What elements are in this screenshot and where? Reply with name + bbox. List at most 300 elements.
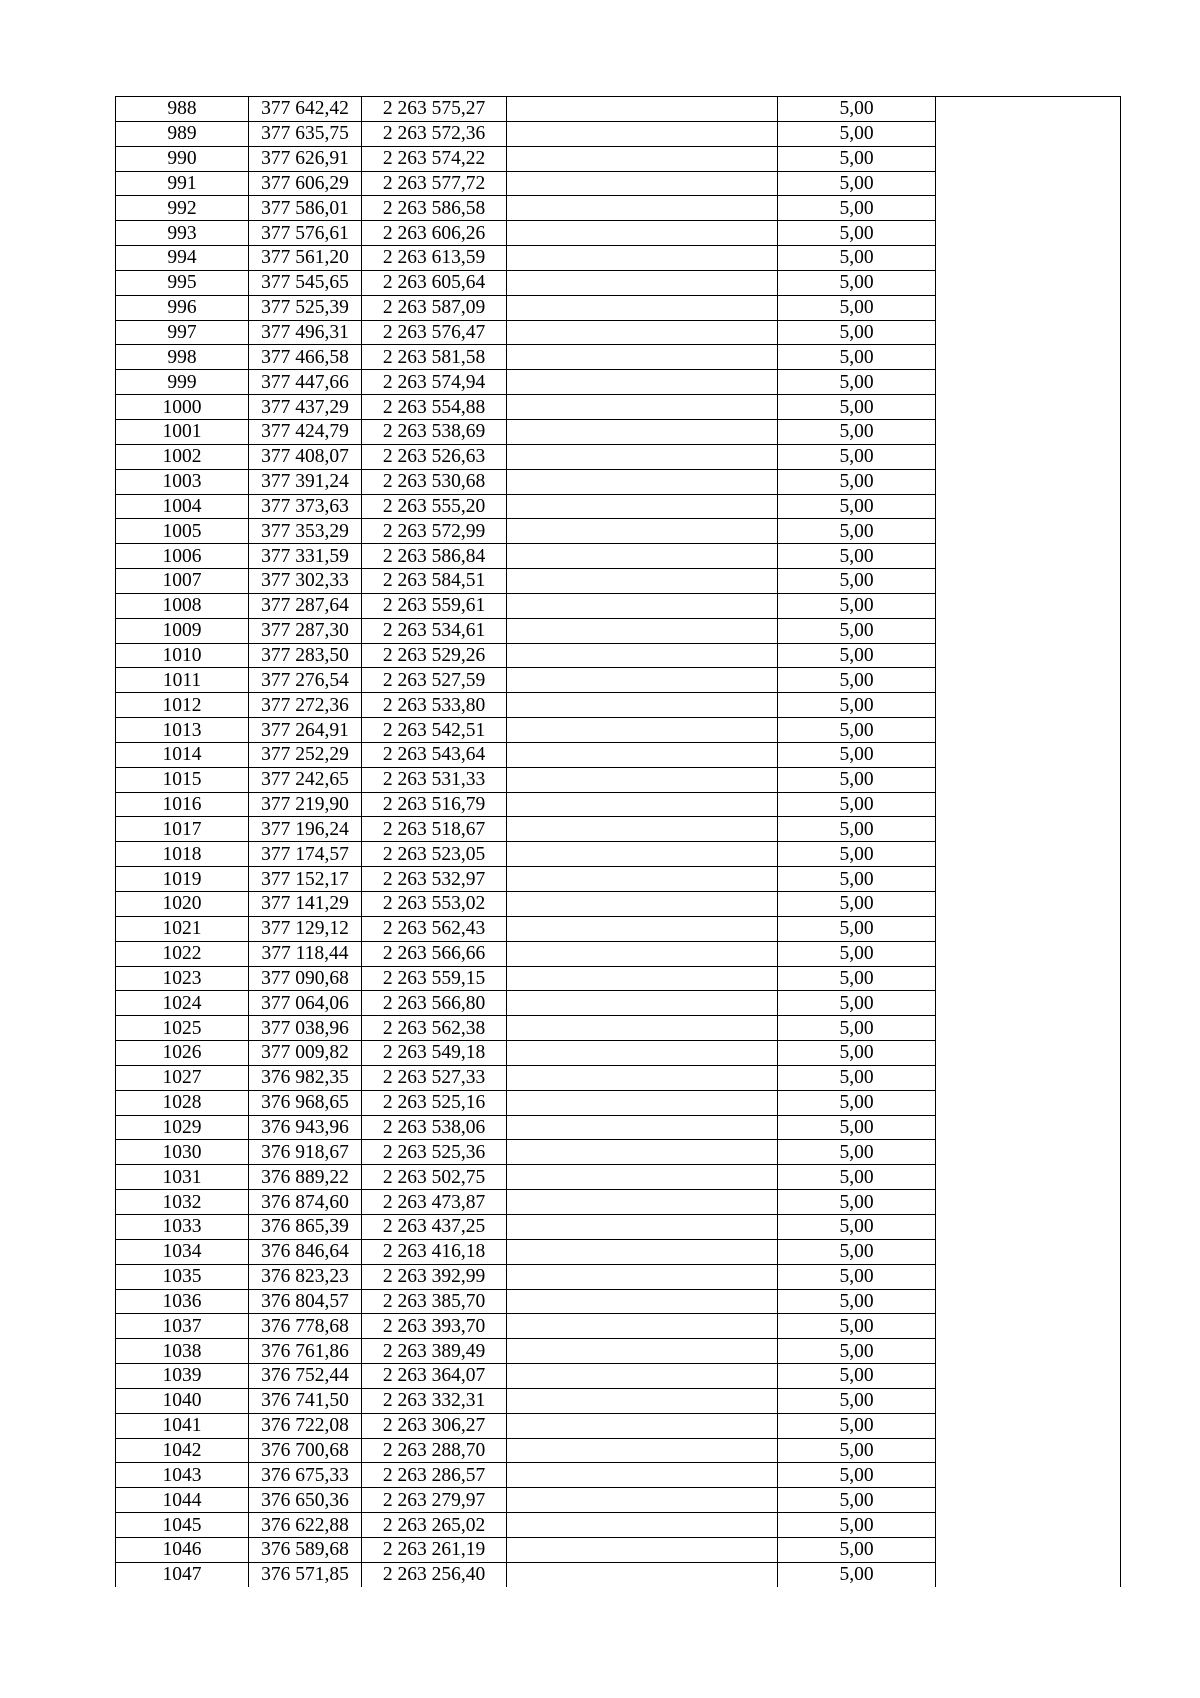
y-coordinate-cell: 2 263 562,43: [362, 916, 507, 941]
x-coordinate-cell: 377 642,42: [249, 97, 362, 122]
point-number-cell: 992: [116, 196, 249, 221]
accuracy-cell: 5,00: [778, 345, 936, 370]
point-number-cell: 1014: [116, 742, 249, 767]
table-row: [116, 1438, 1121, 1463]
point-number-cell: 1041: [116, 1413, 249, 1438]
accuracy-cell: 5,00: [778, 1264, 936, 1289]
accuracy-cell: 5,00: [778, 444, 936, 469]
x-coordinate-cell: 377 525,39: [249, 295, 362, 320]
blank-cell: [507, 345, 778, 370]
empty-column-cell: [936, 469, 1121, 494]
empty-column-cell: [936, 1016, 1121, 1041]
accuracy-cell: 5,00: [778, 892, 936, 917]
table-row: [116, 1090, 1121, 1115]
table-row: [116, 395, 1121, 420]
table-row: [116, 469, 1121, 494]
y-coordinate-cell: 2 263 437,25: [362, 1214, 507, 1239]
empty-column-cell: [936, 544, 1121, 569]
y-coordinate-cell: 2 263 538,06: [362, 1115, 507, 1140]
empty-column-cell: [936, 892, 1121, 917]
blank-cell: [507, 1190, 778, 1215]
table-row: [116, 295, 1121, 320]
table-row: [116, 519, 1121, 544]
empty-column-cell: [936, 817, 1121, 842]
x-coordinate-cell: 377 276,54: [249, 668, 362, 693]
y-coordinate-cell: 2 263 559,61: [362, 593, 507, 618]
y-coordinate-cell: 2 263 553,02: [362, 892, 507, 917]
point-number-cell: 1046: [116, 1537, 249, 1562]
x-coordinate-cell: 376 589,68: [249, 1537, 362, 1562]
point-number-cell: 1037: [116, 1314, 249, 1339]
accuracy-cell: 5,00: [778, 792, 936, 817]
point-number-cell: 1010: [116, 643, 249, 668]
empty-column-cell: [936, 97, 1121, 122]
empty-column-cell: [936, 395, 1121, 420]
empty-column-cell: [936, 444, 1121, 469]
accuracy-cell: 5,00: [778, 693, 936, 718]
x-coordinate-cell: 376 675,33: [249, 1463, 362, 1488]
table-row: [116, 742, 1121, 767]
point-number-cell: 993: [116, 221, 249, 246]
x-coordinate-cell: 377 141,29: [249, 892, 362, 917]
accuracy-cell: 5,00: [778, 146, 936, 171]
empty-column-cell: [936, 1562, 1121, 1586]
point-number-cell: 1047: [116, 1562, 249, 1586]
point-number-cell: 990: [116, 146, 249, 171]
point-number-cell: 1016: [116, 792, 249, 817]
x-coordinate-cell: 376 722,08: [249, 1413, 362, 1438]
y-coordinate-cell: 2 263 586,84: [362, 544, 507, 569]
x-coordinate-cell: 377 606,29: [249, 171, 362, 196]
point-number-cell: 1045: [116, 1513, 249, 1538]
y-coordinate-cell: 2 263 389,49: [362, 1339, 507, 1364]
accuracy-cell: 5,00: [778, 395, 936, 420]
y-coordinate-cell: 2 263 332,31: [362, 1388, 507, 1413]
table-row: [116, 643, 1121, 668]
blank-cell: [507, 196, 778, 221]
blank-cell: [507, 718, 778, 743]
blank-cell: [507, 593, 778, 618]
x-coordinate-cell: 376 778,68: [249, 1314, 362, 1339]
blank-cell: [507, 742, 778, 767]
blank-cell: [507, 1016, 778, 1041]
accuracy-cell: 5,00: [778, 867, 936, 892]
accuracy-cell: 5,00: [778, 767, 936, 792]
blank-cell: [507, 1041, 778, 1066]
empty-column-cell: [936, 494, 1121, 519]
empty-column-cell: [936, 1537, 1121, 1562]
empty-column-cell: [936, 916, 1121, 941]
x-coordinate-cell: 377 118,44: [249, 941, 362, 966]
x-coordinate-cell: 377 038,96: [249, 1016, 362, 1041]
blank-cell: [507, 1364, 778, 1389]
y-coordinate-cell: 2 263 531,33: [362, 767, 507, 792]
x-coordinate-cell: 376 622,88: [249, 1513, 362, 1538]
accuracy-cell: 5,00: [778, 196, 936, 221]
point-number-cell: 1028: [116, 1090, 249, 1115]
table-row: [116, 718, 1121, 743]
table-row: [116, 370, 1121, 395]
accuracy-cell: 5,00: [778, 1165, 936, 1190]
blank-cell: [507, 693, 778, 718]
y-coordinate-cell: 2 263 286,57: [362, 1463, 507, 1488]
point-number-cell: 1044: [116, 1488, 249, 1513]
empty-column-cell: [936, 1438, 1121, 1463]
empty-column-cell: [936, 370, 1121, 395]
empty-column-cell: [936, 1339, 1121, 1364]
point-number-cell: 991: [116, 171, 249, 196]
accuracy-cell: 5,00: [778, 1090, 936, 1115]
x-coordinate-cell: 377 545,65: [249, 270, 362, 295]
point-number-cell: 1027: [116, 1065, 249, 1090]
point-number-cell: 1005: [116, 519, 249, 544]
point-number-cell: 989: [116, 121, 249, 146]
empty-column-cell: [936, 1115, 1121, 1140]
table-body: [116, 97, 1121, 1587]
blank-cell: [507, 246, 778, 271]
point-number-cell: 1034: [116, 1239, 249, 1264]
x-coordinate-cell: 377 331,59: [249, 544, 362, 569]
y-coordinate-cell: 2 263 587,09: [362, 295, 507, 320]
table-row: [116, 1463, 1121, 1488]
x-coordinate-cell: 377 219,90: [249, 792, 362, 817]
accuracy-cell: 5,00: [778, 1190, 936, 1215]
blank-cell: [507, 1513, 778, 1538]
empty-column-cell: [936, 668, 1121, 693]
accuracy-cell: 5,00: [778, 246, 936, 271]
table-row: [116, 345, 1121, 370]
point-number-cell: 1001: [116, 419, 249, 444]
y-coordinate-cell: 2 263 533,80: [362, 693, 507, 718]
point-number-cell: 1009: [116, 618, 249, 643]
accuracy-cell: 5,00: [778, 1041, 936, 1066]
blank-cell: [507, 1438, 778, 1463]
y-coordinate-cell: 2 263 527,33: [362, 1065, 507, 1090]
y-coordinate-cell: 2 263 576,47: [362, 320, 507, 345]
accuracy-cell: 5,00: [778, 171, 936, 196]
blank-cell: [507, 494, 778, 519]
empty-column-cell: [936, 1314, 1121, 1339]
empty-column-cell: [936, 295, 1121, 320]
x-coordinate-cell: 376 650,36: [249, 1488, 362, 1513]
blank-cell: [507, 668, 778, 693]
table-row: [116, 1413, 1121, 1438]
empty-column-cell: [936, 1289, 1121, 1314]
x-coordinate-cell: 377 353,29: [249, 519, 362, 544]
empty-column-cell: [936, 519, 1121, 544]
y-coordinate-cell: 2 263 288,70: [362, 1438, 507, 1463]
point-number-cell: 1017: [116, 817, 249, 842]
empty-column-cell: [936, 1090, 1121, 1115]
accuracy-cell: 5,00: [778, 1339, 936, 1364]
empty-column-cell: [936, 1190, 1121, 1215]
x-coordinate-cell: 377 496,31: [249, 320, 362, 345]
point-number-cell: 1032: [116, 1190, 249, 1215]
empty-column-cell: [936, 966, 1121, 991]
accuracy-cell: 5,00: [778, 1115, 936, 1140]
x-coordinate-cell: 377 152,17: [249, 867, 362, 892]
table-row: [116, 1488, 1121, 1513]
table-row: [116, 1190, 1121, 1215]
accuracy-cell: 5,00: [778, 97, 936, 122]
x-coordinate-cell: 377 064,06: [249, 991, 362, 1016]
accuracy-cell: 5,00: [778, 1463, 936, 1488]
x-coordinate-cell: 377 391,24: [249, 469, 362, 494]
y-coordinate-cell: 2 263 306,27: [362, 1413, 507, 1438]
coordinates-table: [115, 96, 1121, 1587]
table-row: [116, 668, 1121, 693]
table-row: [116, 867, 1121, 892]
empty-column-cell: [936, 1214, 1121, 1239]
y-coordinate-cell: 2 263 542,51: [362, 718, 507, 743]
blank-cell: [507, 1413, 778, 1438]
x-coordinate-cell: 376 889,22: [249, 1165, 362, 1190]
table-row: [116, 842, 1121, 867]
blank-cell: [507, 1289, 778, 1314]
table-row: [116, 1562, 1121, 1586]
table-row: [116, 693, 1121, 718]
table-row: [116, 1339, 1121, 1364]
x-coordinate-cell: 377 287,30: [249, 618, 362, 643]
accuracy-cell: 5,00: [778, 419, 936, 444]
x-coordinate-cell: 376 752,44: [249, 1364, 362, 1389]
accuracy-cell: 5,00: [778, 544, 936, 569]
empty-column-cell: [936, 1165, 1121, 1190]
y-coordinate-cell: 2 263 581,58: [362, 345, 507, 370]
blank-cell: [507, 395, 778, 420]
blank-cell: [507, 1463, 778, 1488]
y-coordinate-cell: 2 263 473,87: [362, 1190, 507, 1215]
y-coordinate-cell: 2 263 256,40: [362, 1562, 507, 1586]
y-coordinate-cell: 2 263 416,18: [362, 1239, 507, 1264]
empty-column-cell: [936, 196, 1121, 221]
x-coordinate-cell: 377 373,63: [249, 494, 362, 519]
blank-cell: [507, 1488, 778, 1513]
point-number-cell: 1013: [116, 718, 249, 743]
y-coordinate-cell: 2 263 532,97: [362, 867, 507, 892]
x-coordinate-cell: 376 846,64: [249, 1239, 362, 1264]
table-row: [116, 1513, 1121, 1538]
y-coordinate-cell: 2 263 606,26: [362, 221, 507, 246]
x-coordinate-cell: 377 424,79: [249, 419, 362, 444]
y-coordinate-cell: 2 263 538,69: [362, 419, 507, 444]
empty-column-cell: [936, 991, 1121, 1016]
point-number-cell: 1029: [116, 1115, 249, 1140]
blank-cell: [507, 618, 778, 643]
y-coordinate-cell: 2 263 530,68: [362, 469, 507, 494]
table-row: [116, 618, 1121, 643]
blank-cell: [507, 966, 778, 991]
empty-column-cell: [936, 867, 1121, 892]
y-coordinate-cell: 2 263 555,20: [362, 494, 507, 519]
point-number-cell: 1007: [116, 569, 249, 594]
blank-cell: [507, 97, 778, 122]
table-row: [116, 1537, 1121, 1562]
y-coordinate-cell: 2 263 516,79: [362, 792, 507, 817]
y-coordinate-cell: 2 263 554,88: [362, 395, 507, 420]
x-coordinate-cell: 377 626,91: [249, 146, 362, 171]
empty-column-cell: [936, 419, 1121, 444]
x-coordinate-cell: 377 302,33: [249, 569, 362, 594]
point-number-cell: 1018: [116, 842, 249, 867]
x-coordinate-cell: 377 174,57: [249, 842, 362, 867]
table-row: [116, 246, 1121, 271]
point-number-cell: 1006: [116, 544, 249, 569]
blank-cell: [507, 892, 778, 917]
y-coordinate-cell: 2 263 574,94: [362, 370, 507, 395]
blank-cell: [507, 1239, 778, 1264]
accuracy-cell: 5,00: [778, 1488, 936, 1513]
blank-cell: [507, 370, 778, 395]
accuracy-cell: 5,00: [778, 1314, 936, 1339]
point-number-cell: 999: [116, 370, 249, 395]
y-coordinate-cell: 2 263 265,02: [362, 1513, 507, 1538]
blank-cell: [507, 1314, 778, 1339]
x-coordinate-cell: 376 761,86: [249, 1339, 362, 1364]
blank-cell: [507, 270, 778, 295]
blank-cell: [507, 444, 778, 469]
accuracy-cell: 5,00: [778, 1065, 936, 1090]
point-number-cell: 1008: [116, 593, 249, 618]
y-coordinate-cell: 2 263 613,59: [362, 246, 507, 271]
x-coordinate-cell: 376 700,68: [249, 1438, 362, 1463]
y-coordinate-cell: 2 263 586,58: [362, 196, 507, 221]
point-number-cell: 1023: [116, 966, 249, 991]
accuracy-cell: 5,00: [778, 1388, 936, 1413]
accuracy-cell: 5,00: [778, 270, 936, 295]
empty-column-cell: [936, 718, 1121, 743]
x-coordinate-cell: 376 874,60: [249, 1190, 362, 1215]
table-row: [116, 419, 1121, 444]
point-number-cell: 1022: [116, 941, 249, 966]
table-row: [116, 1314, 1121, 1339]
y-coordinate-cell: 2 263 393,70: [362, 1314, 507, 1339]
table-row: [116, 1016, 1121, 1041]
table-row: [116, 991, 1121, 1016]
point-number-cell: 1002: [116, 444, 249, 469]
table-row: [116, 171, 1121, 196]
x-coordinate-cell: 377 272,36: [249, 693, 362, 718]
point-number-cell: 1025: [116, 1016, 249, 1041]
table-row: [116, 792, 1121, 817]
accuracy-cell: 5,00: [778, 718, 936, 743]
blank-cell: [507, 941, 778, 966]
empty-column-cell: [936, 569, 1121, 594]
empty-column-cell: [936, 345, 1121, 370]
point-number-cell: 1004: [116, 494, 249, 519]
blank-cell: [507, 121, 778, 146]
x-coordinate-cell: 376 968,65: [249, 1090, 362, 1115]
y-coordinate-cell: 2 263 518,67: [362, 817, 507, 842]
empty-column-cell: [936, 171, 1121, 196]
point-number-cell: 1040: [116, 1388, 249, 1413]
y-coordinate-cell: 2 263 572,99: [362, 519, 507, 544]
table-row: [116, 1364, 1121, 1389]
y-coordinate-cell: 2 263 562,38: [362, 1016, 507, 1041]
point-number-cell: 1033: [116, 1214, 249, 1239]
table-row: [116, 1140, 1121, 1165]
empty-column-cell: [936, 1513, 1121, 1538]
y-coordinate-cell: 2 263 566,66: [362, 941, 507, 966]
accuracy-cell: 5,00: [778, 320, 936, 345]
x-coordinate-cell: 376 943,96: [249, 1115, 362, 1140]
accuracy-cell: 5,00: [778, 469, 936, 494]
blank-cell: [507, 569, 778, 594]
blank-cell: [507, 519, 778, 544]
x-coordinate-cell: 376 982,35: [249, 1065, 362, 1090]
y-coordinate-cell: 2 263 566,80: [362, 991, 507, 1016]
blank-cell: [507, 295, 778, 320]
blank-cell: [507, 320, 778, 345]
empty-column-cell: [936, 1388, 1121, 1413]
x-coordinate-cell: 377 252,29: [249, 742, 362, 767]
table-row: [116, 97, 1121, 122]
x-coordinate-cell: 377 561,20: [249, 246, 362, 271]
empty-column-cell: [936, 1140, 1121, 1165]
accuracy-cell: 5,00: [778, 991, 936, 1016]
blank-cell: [507, 1562, 778, 1586]
point-number-cell: 1036: [116, 1289, 249, 1314]
accuracy-cell: 5,00: [778, 1364, 936, 1389]
blank-cell: [507, 643, 778, 668]
empty-column-cell: [936, 618, 1121, 643]
point-number-cell: 996: [116, 295, 249, 320]
table-row: [116, 121, 1121, 146]
y-coordinate-cell: 2 263 392,99: [362, 1264, 507, 1289]
x-coordinate-cell: 377 635,75: [249, 121, 362, 146]
empty-column-cell: [936, 1488, 1121, 1513]
accuracy-cell: 5,00: [778, 1562, 936, 1586]
y-coordinate-cell: 2 263 574,22: [362, 146, 507, 171]
table-row: [116, 593, 1121, 618]
point-number-cell: 1003: [116, 469, 249, 494]
y-coordinate-cell: 2 263 605,64: [362, 270, 507, 295]
accuracy-cell: 5,00: [778, 842, 936, 867]
blank-cell: [507, 842, 778, 867]
point-number-cell: 1043: [116, 1463, 249, 1488]
blank-cell: [507, 544, 778, 569]
empty-column-cell: [936, 320, 1121, 345]
empty-column-cell: [936, 792, 1121, 817]
x-coordinate-cell: 376 823,23: [249, 1264, 362, 1289]
y-coordinate-cell: 2 263 279,97: [362, 1488, 507, 1513]
y-coordinate-cell: 2 263 502,75: [362, 1165, 507, 1190]
table-row: [116, 320, 1121, 345]
x-coordinate-cell: 377 129,12: [249, 916, 362, 941]
x-coordinate-cell: 377 437,29: [249, 395, 362, 420]
accuracy-cell: 5,00: [778, 742, 936, 767]
table-row: [116, 1264, 1121, 1289]
table-row: [116, 196, 1121, 221]
accuracy-cell: 5,00: [778, 618, 936, 643]
blank-cell: [507, 1388, 778, 1413]
y-coordinate-cell: 2 263 525,36: [362, 1140, 507, 1165]
blank-cell: [507, 1165, 778, 1190]
table-row: [116, 1165, 1121, 1190]
y-coordinate-cell: 2 263 523,05: [362, 842, 507, 867]
table-row: [116, 146, 1121, 171]
point-number-cell: 1031: [116, 1165, 249, 1190]
y-coordinate-cell: 2 263 261,19: [362, 1537, 507, 1562]
accuracy-cell: 5,00: [778, 668, 936, 693]
table-row: [116, 544, 1121, 569]
table-row: [116, 1239, 1121, 1264]
empty-column-cell: [936, 1264, 1121, 1289]
point-number-cell: 1035: [116, 1264, 249, 1289]
y-coordinate-cell: 2 263 525,16: [362, 1090, 507, 1115]
accuracy-cell: 5,00: [778, 593, 936, 618]
point-number-cell: 1038: [116, 1339, 249, 1364]
